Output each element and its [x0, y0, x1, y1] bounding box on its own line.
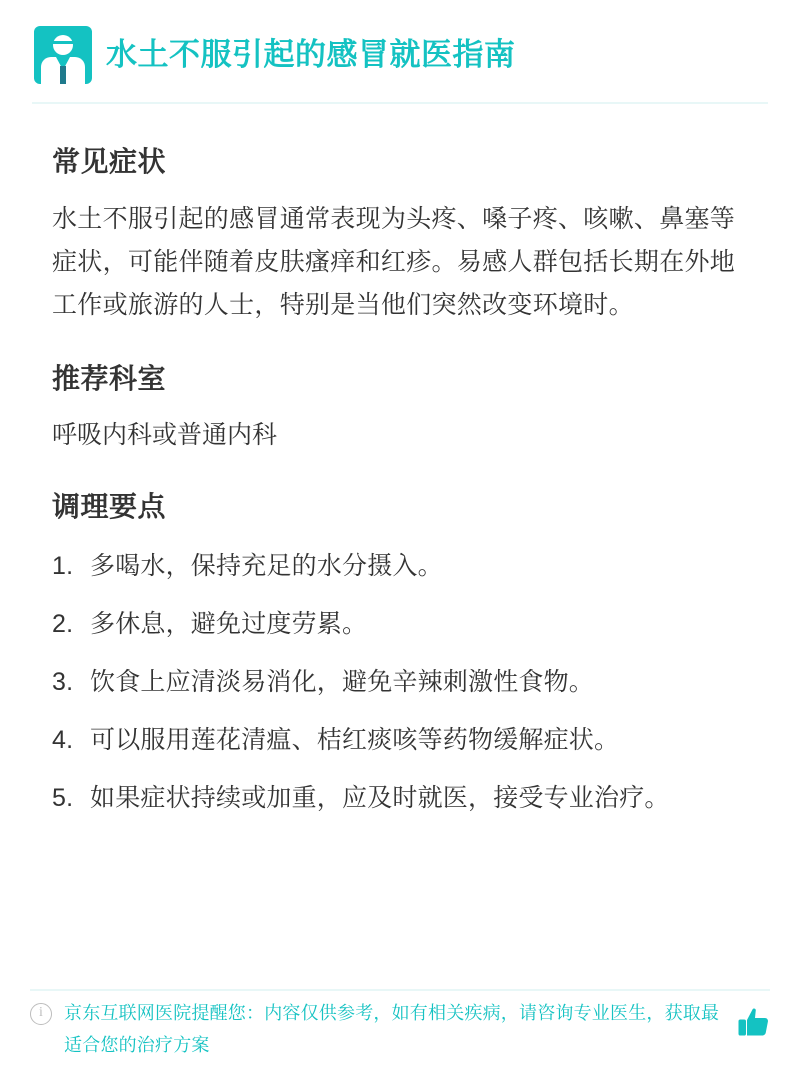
card-footer	[30, 997, 774, 1061]
tips-heading: 调理要点	[52, 491, 167, 522]
page-title: 水土不服引起的感冒就医指南	[106, 37, 516, 72]
footer-divider	[30, 989, 770, 991]
symptoms-body: 水土不服引起的感冒通常表现为头疼、嗓子疼、咳嗽、鼻塞等症状，可能伴随着皮肤瘙痒和红疹。易感人群包括长期在外地工作或旅游的人士，特别是当他们突然改变环境时。	[52, 205, 736, 319]
department-body: 呼吸内科或普通内科	[52, 421, 278, 449]
list-item: 如果症状持续或加重，应及时就医，接受专业治疗。	[90, 784, 670, 812]
list-item: 多喝水，保持充足的水分摄入。	[90, 552, 443, 580]
doctor-avatar-icon	[34, 26, 92, 84]
info-circle-icon: i	[30, 1003, 52, 1025]
list-item: 饮食上应清淡易消化，避免辛辣刺激性食物。	[90, 668, 595, 696]
thumbs-up-icon[interactable]	[734, 1003, 774, 1043]
disclaimer-text: 京东互联网医院提醒您：内容仅供参考，如有相关疾病，请咨询专业医生，获取最适合您的治疗方案	[64, 1003, 720, 1055]
symptoms-heading: 常见症状	[52, 146, 167, 177]
list-item: 可以服用莲花清瘟、桔红痰咳等药物缓解症状。	[90, 726, 620, 754]
department-heading: 推荐科室	[52, 363, 167, 394]
card-content	[30, 104, 770, 821]
list-item: 多休息，避免过度劳累。	[90, 610, 368, 638]
tips-list	[52, 543, 748, 821]
card-header	[30, 26, 770, 84]
